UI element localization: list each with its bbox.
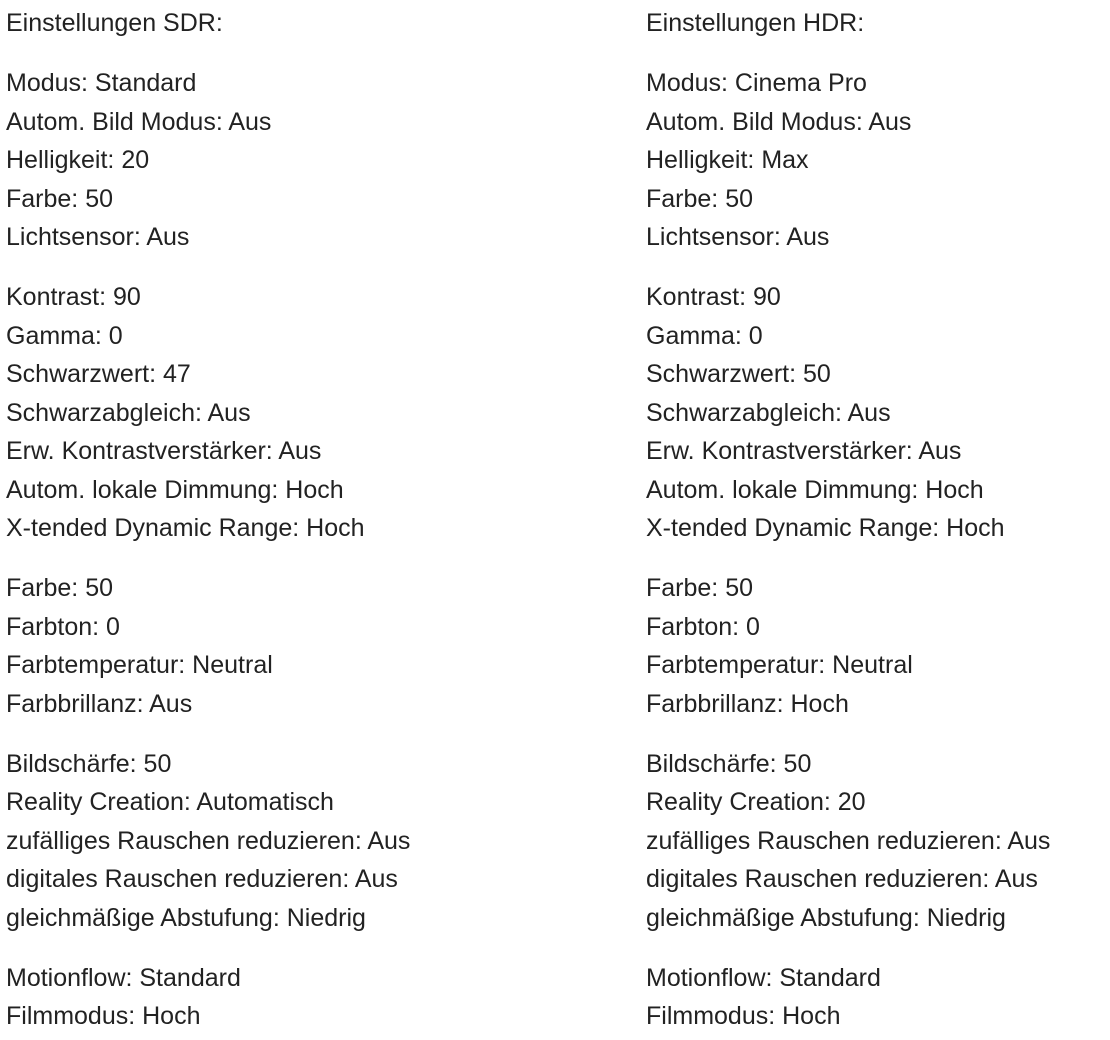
setting-line: Motionflow: Standard: [6, 963, 241, 992]
setting-line: Gamma: 0: [646, 321, 763, 350]
setting-line: Kontrast: 90: [6, 283, 141, 311]
setting-line: digitales Rauschen reduzieren: Aus: [646, 865, 1038, 893]
setting-line: Farbbrillanz: Aus: [6, 689, 193, 718]
setting-line: Motionflow: Standard: [646, 963, 881, 992]
setting-line: Erw. Kontrastverstärker: Aus: [646, 437, 962, 465]
setting-line: Autom. lokale Dimmung: Hoch: [646, 475, 984, 504]
setting-line: Farbe: 50: [6, 184, 114, 213]
setting-line: Farbtemperatur: Neutral: [6, 651, 273, 679]
setting-line: Filmmodus: Hoch: [6, 1002, 201, 1030]
hdr-group-motion: [646, 959, 1110, 1036]
setting-line: Kontrast: 90: [646, 283, 781, 311]
setting-line: Schwarzabgleich: Aus: [646, 398, 891, 427]
setting-line: Schwarzwert: 47: [6, 360, 191, 388]
hdr-group-picture-mode: [646, 64, 1110, 257]
setting-line: X-tended Dynamic Range: Hoch: [6, 514, 365, 542]
setting-line: X-tended Dynamic Range: Hoch: [646, 514, 1005, 542]
sdr-group-motion: [6, 959, 476, 1036]
setting-line: Autom. Bild Modus: Aus: [6, 107, 272, 136]
setting-line: Schwarzwert: 50: [646, 360, 831, 388]
setting-line: Bildschärfe: 50: [6, 749, 172, 778]
setting-line: Farbbrillanz: Hoch: [646, 689, 849, 718]
setting-line: digitales Rauschen reduzieren: Aus: [6, 865, 398, 893]
setting-line: Helligkeit: 20: [6, 146, 150, 174]
setting-line: Schwarzabgleich: Aus: [6, 398, 251, 427]
setting-line: Modus: Cinema Pro: [646, 69, 867, 97]
setting-line: zufälliges Rauschen reduzieren: Aus: [6, 826, 411, 855]
setting-line: zufälliges Rauschen reduzieren: Aus: [646, 826, 1051, 855]
hdr-group-clarity: [646, 745, 1110, 938]
setting-line: Gamma: 0: [6, 321, 123, 350]
sdr-group-color: [6, 569, 476, 723]
setting-line: Farbtemperatur: Neutral: [646, 651, 913, 679]
setting-line: gleichmäßige Abstufung: Niedrig: [6, 903, 366, 932]
hdr-settings-column: [646, 4, 1110, 1036]
sdr-group-clarity: [6, 745, 476, 938]
hdr-group-contrast: [646, 278, 1110, 548]
setting-line: Modus: Standard: [6, 69, 197, 97]
setting-line: Autom. Bild Modus: Aus: [646, 107, 912, 136]
setting-line: gleichmäßige Abstufung: Niedrig: [646, 903, 1006, 932]
sdr-group-picture-mode: [6, 64, 476, 257]
setting-line: Lichtsensor: Aus: [6, 223, 190, 251]
sdr-group-contrast: [6, 278, 476, 548]
setting-line: Filmmodus: Hoch: [646, 1002, 841, 1030]
setting-line: Reality Creation: Automatisch: [6, 788, 334, 816]
setting-line: Autom. lokale Dimmung: Hoch: [6, 475, 344, 504]
setting-line: Erw. Kontrastverstärker: Aus: [6, 437, 322, 465]
setting-line: Helligkeit: Max: [646, 146, 809, 174]
setting-line: Farbe: 50: [646, 184, 754, 213]
sdr-settings-title: Einstellungen SDR:: [6, 9, 223, 37]
sdr-settings-column: [6, 4, 476, 1036]
hdr-group-color: [646, 569, 1110, 723]
setting-line: Farbe: 50: [646, 574, 754, 602]
setting-line: Bildschärfe: 50: [646, 749, 812, 778]
hdr-settings-title: Einstellungen HDR:: [646, 9, 865, 37]
setting-line: Farbe: 50: [6, 574, 114, 602]
setting-line: Farbton: 0: [646, 612, 760, 641]
setting-line: Reality Creation: 20: [646, 788, 866, 816]
setting-line: Lichtsensor: Aus: [646, 223, 830, 251]
setting-line: Farbton: 0: [6, 612, 120, 641]
